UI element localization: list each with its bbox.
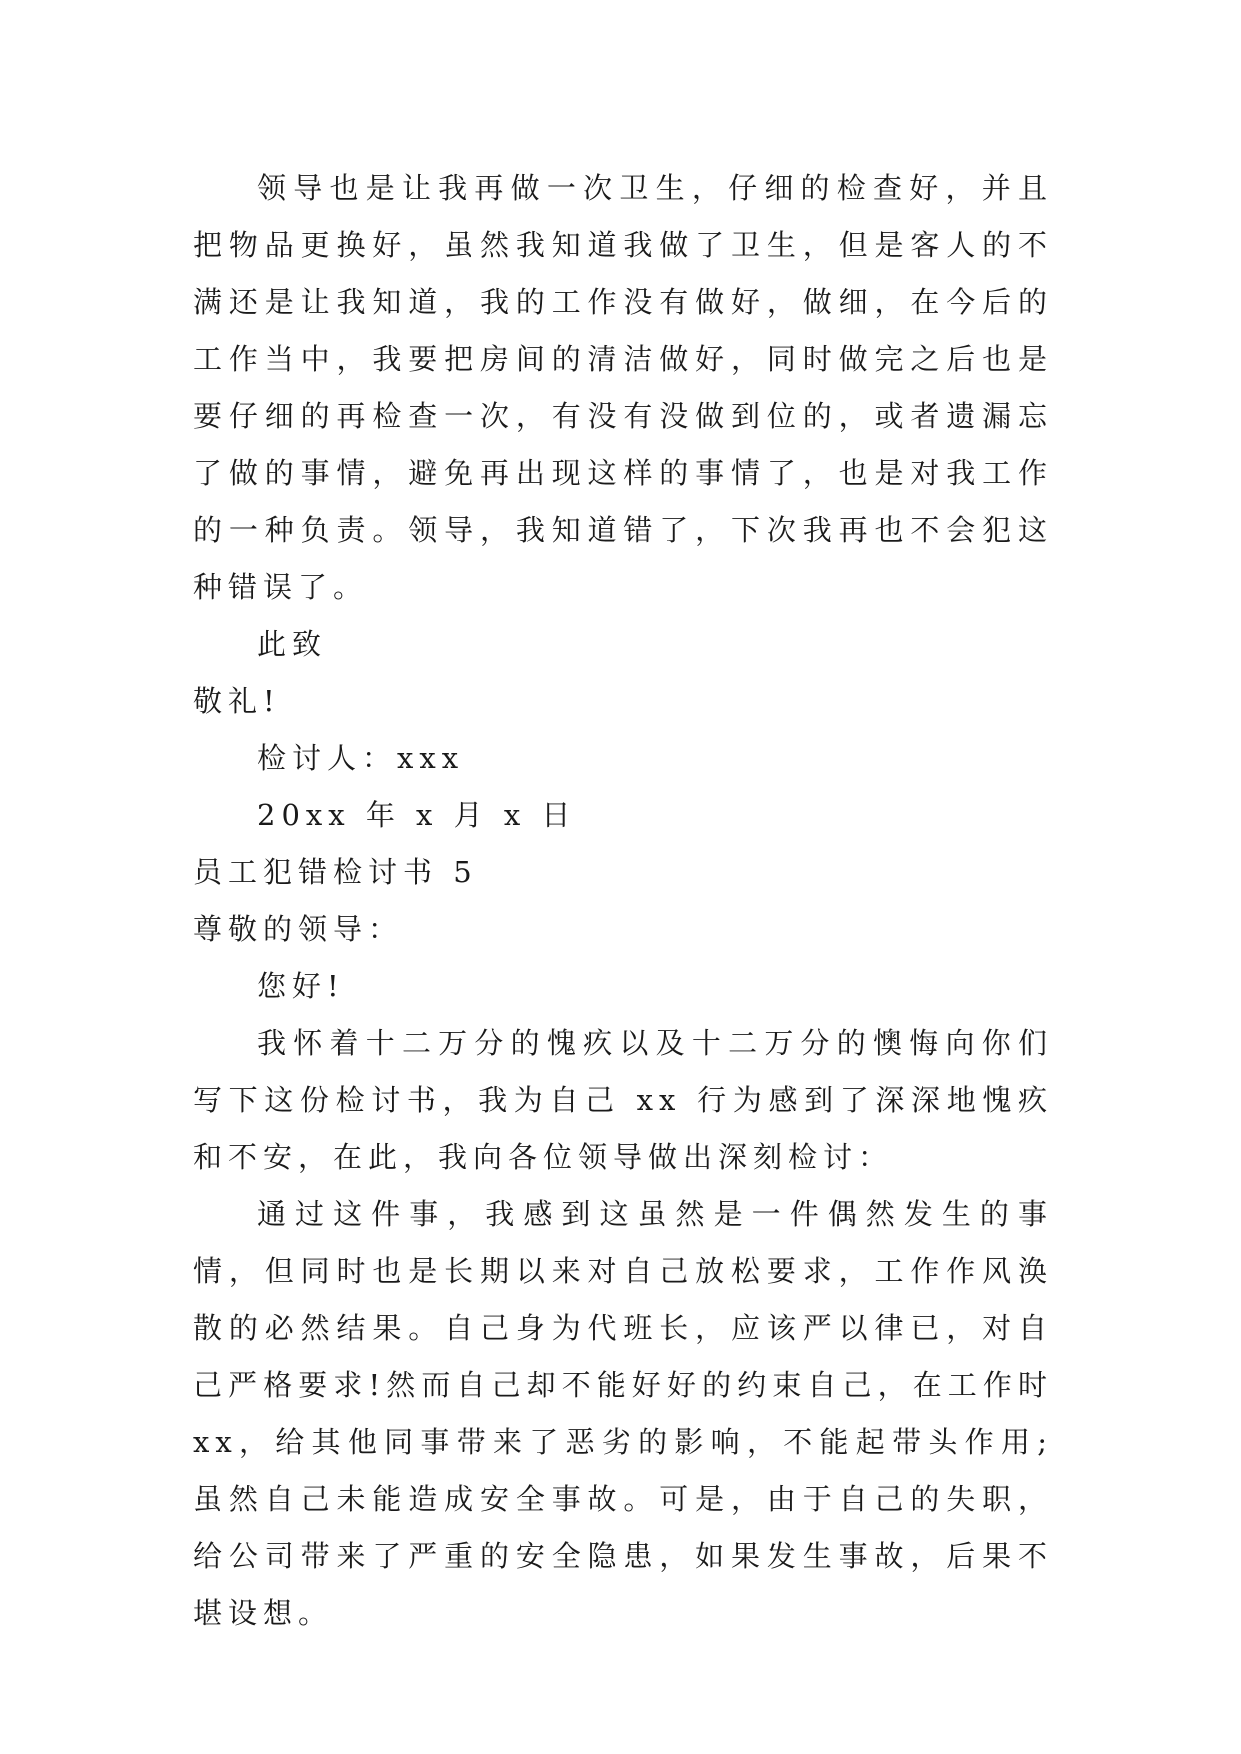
body-paragraph-2: 我怀着十二万分的愧疚以及十二万分的懊悔向你们写下这份检讨书，我为自己 xx 行为感到了深深地愧疚和不安，在此，我向各位领导做出深刻检讨： <box>193 1026 1053 1174</box>
salutation: 尊敬的领导： <box>193 912 404 946</box>
closing-ci-zhi: 此致 <box>257 627 328 661</box>
closing-jing-li: 敬礼! <box>193 684 281 718</box>
body-paragraph-1: 领导也是让我再做一次卫生，仔细的检查好，并且把物品更换好，虽然我知道我做了卫生，但是客人的不满还是让我知道，我的工作没有做好，做细，在今后的工作当中，我要把房间的清洁做好，同时做完之后也是要仔细的再检查一次，有没有没做到位的，或者遗漏忘了做的事情，避免再出现这样的事情了，也是对我工作的一种负责。领导，我知道错了，下次我再也不会犯这种错误了。 <box>193 171 1053 604</box>
section-title: 员工犯错检讨书 5 <box>193 855 478 889</box>
greeting: 您好! <box>257 969 345 1003</box>
body-paragraph-3: 通过这件事，我感到这虽然是一件偶然发生的事情，但同时也是长期以来对自己放松要求，工作作风涣散的必然结果。自己身为代班长，应该严以律已，对自己严格要求!然而自己却不能好好的约束自己，在工作时 xx，给其他同事带来了恶劣的影响，不能起带头作用;虽然自己未能造成安全事故。可是，由于自己的失职，给公司带来了严重的安全隐患，如果发生事故，后果不堪设想。 <box>193 1197 1053 1630</box>
reviewer-signature: 检讨人：xxx <box>257 741 465 775</box>
document-content <box>193 160 1053 1642</box>
signature-date: 20xx 年 x 月 x 日 <box>257 798 577 832</box>
